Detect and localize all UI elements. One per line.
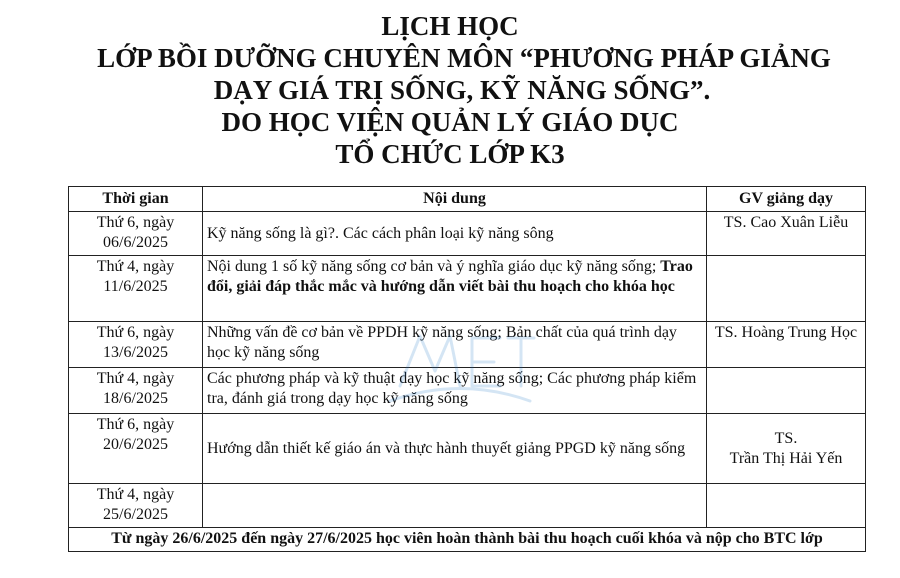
footer-note: Từ ngày 26/6/2025 đến ngày 27/6/2025 học viên hoàn thành bài thu hoạch cuối khóa và nộp cho BTC lớp	[69, 528, 866, 552]
teacher-name: TS. Hoàng Trung Học	[714, 324, 858, 341]
weekday-text: Thứ 6, ngày	[96, 416, 175, 433]
weekday-text: Thứ 4, ngày	[96, 486, 175, 503]
content-text: Những vấn đề cơ bản về PPDH kỹ năng sống; Bản chất của quá trình dạy học kỹ năng sống	[207, 324, 677, 361]
weekday-text: Thứ 6, ngày	[96, 214, 175, 231]
table-row	[69, 256, 866, 322]
table-row	[69, 484, 866, 528]
table-row	[69, 212, 866, 256]
document-heading	[0, 10, 900, 170]
content-cell	[203, 256, 707, 322]
content-text: Hướng dẫn thiết kế giáo án và thực hành thuyết giảng PPGD kỹ năng sống	[207, 439, 686, 457]
teacher-cell	[707, 322, 866, 368]
header-teacher: GV giảng dạy	[707, 187, 866, 212]
content-text: Nội dung 1 số kỹ năng sống cơ bản và ý nghĩa giáo dục kỹ năng sống;	[207, 258, 657, 275]
content-cell	[203, 484, 707, 528]
date-cell	[69, 484, 203, 528]
date-text: 20/6/2025	[103, 436, 168, 453]
title-line-4: DO HỌC VIỆN QUẢN LÝ GIÁO DỤC	[221, 107, 679, 137]
title-line-3: DẠY GIÁ TRỊ SỐNG, KỸ NĂNG SỐNG”.	[213, 75, 711, 105]
date-text: 06/6/2025	[103, 234, 168, 251]
date-cell	[69, 414, 203, 484]
content-text: Các phương pháp và kỹ thuật dạy học kỹ năng sống; Các phương pháp kiểm tra, đánh giá trong dạy học kỹ năng sống	[207, 370, 697, 407]
content-bold-text: Trao đổi, giải đáp thắc mắc và hướng dẫn viết bài thu hoạch cho khóa học	[207, 258, 693, 295]
title-line-2: LỚP BỒI DƯỠNG CHUYÊN MÔN “PHƯƠNG PHÁP GIẢNG	[97, 43, 831, 73]
weekday-text: Thứ 4, ngày	[96, 370, 175, 387]
teacher-name: Trần Thị Hải Yến	[729, 449, 843, 467]
teacher-name: TS. Cao Xuân Liễu	[723, 214, 849, 231]
table-header-row	[69, 187, 866, 212]
date-cell	[69, 322, 203, 368]
content-cell	[203, 212, 707, 256]
teacher-cell	[707, 256, 866, 322]
teacher-title: TS.	[774, 429, 798, 447]
teacher-cell	[707, 414, 866, 484]
weekday-text: Thứ 4, ngày	[96, 258, 175, 275]
date-text: 18/6/2025	[103, 390, 168, 407]
header-content: Nội dung	[203, 187, 707, 212]
teacher-cell	[707, 368, 866, 414]
date-text: 13/6/2025	[103, 344, 168, 361]
title-line-5: TỔ CHỨC LỚP K3	[335, 139, 565, 169]
date-cell	[69, 212, 203, 256]
logo-watermark-icon	[380, 316, 540, 416]
content-cell	[203, 414, 707, 484]
teacher-cell	[707, 212, 866, 256]
date-cell	[69, 368, 203, 414]
weekday-text: Thứ 6, ngày	[96, 324, 175, 341]
table-footer-row	[69, 528, 866, 552]
header-time: Thời gian	[69, 187, 203, 212]
title-line-1: LỊCH HỌC	[381, 11, 519, 41]
table-row	[69, 414, 866, 484]
teacher-cell	[707, 484, 866, 528]
date-text: 11/6/2025	[103, 278, 168, 295]
date-cell	[69, 256, 203, 322]
content-text: Kỹ năng sống là gì?. Các cách phân loại kỹ năng sông	[207, 224, 554, 242]
date-text: 25/6/2025	[103, 506, 168, 523]
